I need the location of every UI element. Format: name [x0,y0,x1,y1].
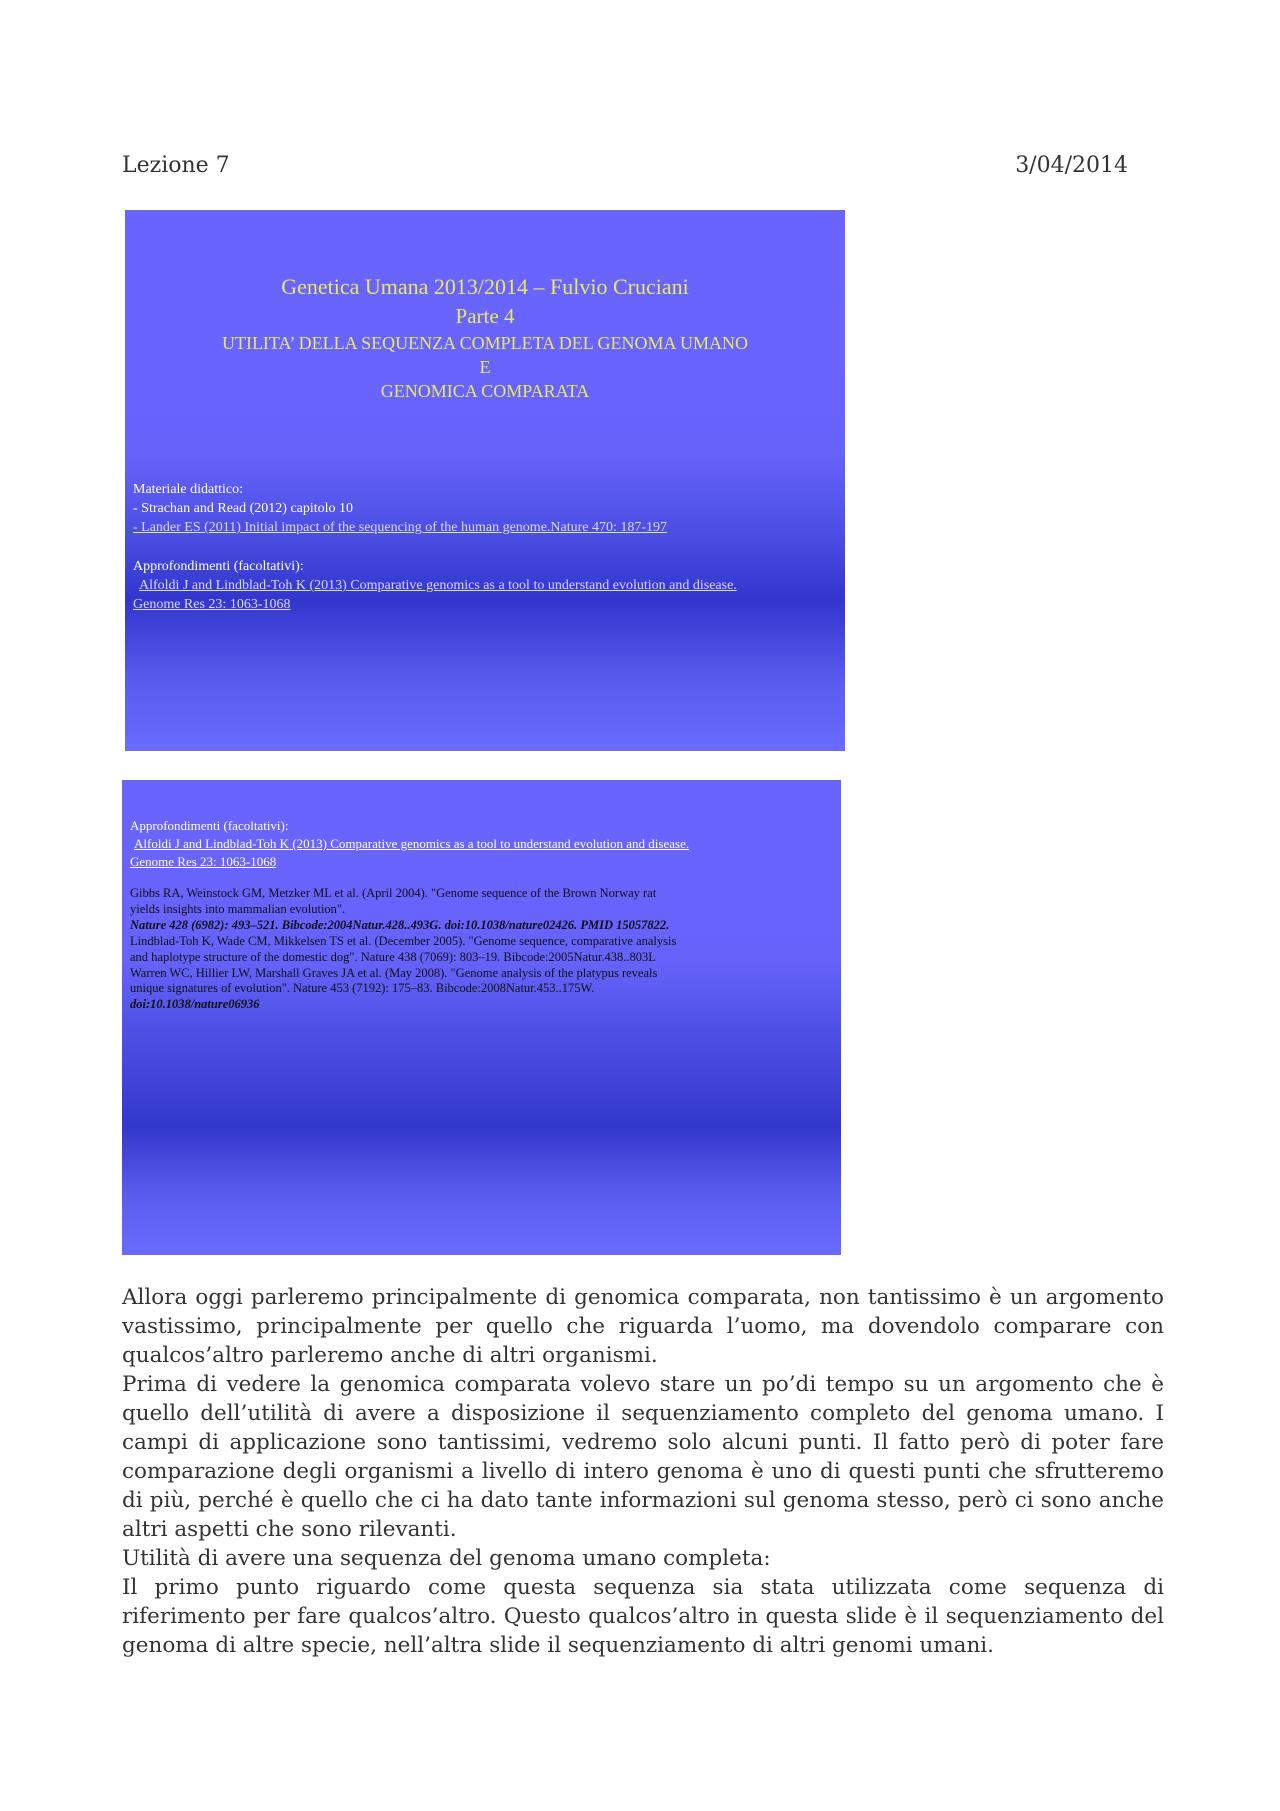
approfondimenti-link-journal[interactable]: Genome Res 23: 1063-1068 [130,854,277,869]
lecture-notes [122,1283,1164,1660]
reference-line: unique signatures of evolution". Nature 453 (7192): 175–83. Bibcode:2008Natur.453..175W. [130,981,595,996]
materiale-item: - Strachan and Read (2012) capitolo 10 [133,501,354,516]
approfondimenti-link[interactable]: Alfoldi J and Lindblad-Toh K (2013) Comparative genomics as a tool to understand evolution and disease. [139,578,737,593]
slide-references [122,780,841,1255]
reference-line: yields insights into mammalian evolution". [130,901,346,916]
slide-topic-subtitle: GENOMICA COMPARATA [380,381,590,401]
materiale-link[interactable]: - Lander ES (2011) Initial impact of the sequencing of the human genome.Nature 470: 187-197 [133,520,668,535]
slide-course-title: Genetica Umana 2013/2014 – Fulvio Cruciani [281,274,689,299]
reference-line: doi:10.1038/nature06936 [130,997,260,1012]
paragraph: Prima di vedere la genomica comparata volevo stare un po’di tempo su un argomento che è quello dell’utilità di avere a disposizione il sequenziamento completo del genoma umano. I campi di applicazione sono tantissimi, vedremo solo alcuni punti. Il fatto però di poter fare comparazione degli organismi a livello di intero genoma è uno di questi punti che sfrutteremo di più, perché è quello che ci ha dato tante informazioni sul genoma stesso, però ci sono anche altri aspetti che sono rilevanti. [122,1372,1164,1542]
reference-line: Nature 428 (6982): 493–521. Bibcode:2004Natur.428..493G. doi:10.1038/nature02426. PMID 15057822. [130,917,670,932]
approfondimenti-link-journal[interactable]: Genome Res 23: 1063-1068 [133,597,291,612]
slide-part-title: Parte 4 [455,304,515,328]
reference-line: Lindblad-Toh K, Wade CM, Mikkelsen TS et al. (December 2005). "Genome sequence, comparative analysis [130,933,677,948]
approfondimenti-label: Approfondimenti (facoltativi): [133,559,304,574]
paragraph: Allora oggi parleremo principalmente di genomica comparata, non tantissimo è un argomento vastissimo, principalmente per quello che riguarda l’uomo, ma dovendolo comparare con qualcos’altro parleremo anche di altri organismi. [122,1285,1164,1368]
page-header-lesson: Lezione 7 [122,153,230,178]
slide-topic-title: UTILITA’ DELLA SEQUENZA COMPLETA DEL GENOMA UMANO [221,333,749,353]
reference-line: Gibbs RA, Weinstock GM, Metzker ML et al. (April 2004). "Genome sequence of the Brown Norway rat [130,886,657,900]
slide-topic-conjunction: E [479,357,491,377]
page-header-date: 3/04/2014 [1015,153,1128,178]
materiale-label: Materiale didattico: [133,482,244,497]
slide-title [125,210,845,751]
reference-line: Warren WC, Hillier LW, Marshall Graves JA et al. (May 2008). "Genome analysis of the platypus reveals [130,965,658,980]
approfondimenti-label: Approfondimenti (facoltativi): [130,818,289,833]
paragraph: Utilità di avere una sequenza del genoma umano completa: [122,1546,771,1571]
reference-line: and haplotype structure of the domestic dog". Nature 438 (7069): 803–19. Bibcode:2005Natur.438..803L [130,949,656,964]
approfondimenti-link[interactable]: Alfoldi J and Lindblad-Toh K (2013) Comparative genomics as a tool to understand evolution and disease. [134,836,690,851]
paragraph: Il primo punto riguardo come questa sequenza sia stata utilizzata come sequenza di riferimento per fare qualcos’altro. Questo qualcos’altro in questa slide è il sequenziamento del genoma di altre specie, nell’altra slide il sequenziamento di altri genomi umani. [122,1575,1164,1658]
